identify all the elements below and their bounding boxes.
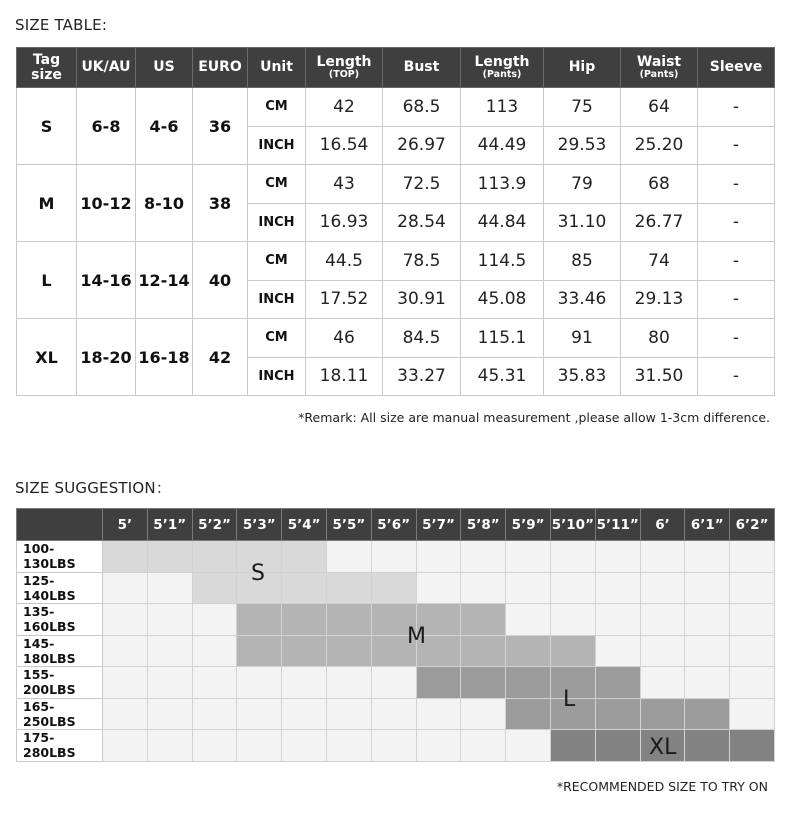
grid-cell xyxy=(326,730,371,762)
grid-cell xyxy=(730,730,775,762)
cell-hip: 31.10 xyxy=(544,203,621,242)
grid-cell xyxy=(371,667,416,699)
header-tag-size: Tag size xyxy=(17,48,77,88)
height-header: 5’7” xyxy=(416,509,461,541)
grid-cell xyxy=(685,635,730,667)
cell-ukau: 10-12 xyxy=(77,165,136,242)
grid-cell xyxy=(237,667,282,699)
cell-waist-pants: 26.77 xyxy=(621,203,698,242)
cell-unit: CM xyxy=(248,165,306,204)
cell-euro: 40 xyxy=(193,242,248,319)
grid-cell xyxy=(550,730,595,762)
grid-cell xyxy=(282,572,327,604)
grid-cell xyxy=(282,604,327,636)
grid-cell xyxy=(416,730,461,762)
height-header: 5’11” xyxy=(595,509,640,541)
zone-label-xl: XL xyxy=(649,735,677,760)
cell-length-pants: 113.9 xyxy=(461,165,544,204)
weight-row xyxy=(17,572,775,604)
cell-hip: 75 xyxy=(544,88,621,127)
grid-cell xyxy=(685,667,730,699)
header-length-pants: Length (Pants) xyxy=(461,48,544,88)
cell-us: 8-10 xyxy=(136,165,193,242)
height-header: 5’6” xyxy=(371,509,416,541)
header-unit: Unit xyxy=(248,48,306,88)
grid-cell xyxy=(506,604,551,636)
zone-label-s: S xyxy=(251,561,265,586)
grid-cell xyxy=(237,698,282,730)
grid-cell xyxy=(147,572,192,604)
height-header: 5’8” xyxy=(461,509,506,541)
cell-waist-pants: 31.50 xyxy=(621,357,698,396)
grid-cell xyxy=(103,667,148,699)
cell-sleeve: - xyxy=(698,280,775,319)
grid-cell xyxy=(192,604,237,636)
cell-waist-pants: 29.13 xyxy=(621,280,698,319)
size-suggestion-grid xyxy=(16,508,775,762)
grid-cell xyxy=(685,604,730,636)
cell-us: 16-18 xyxy=(136,319,193,396)
grid-cell xyxy=(595,698,640,730)
cell-length-pants: 113 xyxy=(461,88,544,127)
header-length-top: Length (TOP) xyxy=(306,48,383,88)
cell-euro: 36 xyxy=(193,88,248,165)
cell-length-pants: 45.31 xyxy=(461,357,544,396)
cell-length-top: 17.52 xyxy=(306,280,383,319)
header-sleeve: Sleeve xyxy=(698,48,775,88)
grid-cell xyxy=(506,572,551,604)
grid-cell xyxy=(730,572,775,604)
grid-cell xyxy=(282,730,327,762)
grid-cell xyxy=(506,541,551,573)
grid-cell xyxy=(595,604,640,636)
cell-hip: 35.83 xyxy=(544,357,621,396)
grid-cell xyxy=(326,541,371,573)
grid-cell xyxy=(461,667,506,699)
cell-tag: M xyxy=(17,165,77,242)
grid-cell xyxy=(640,635,685,667)
cell-length-top: 18.11 xyxy=(306,357,383,396)
header-uk-au: UK/AU xyxy=(77,48,136,88)
grid-cell xyxy=(461,698,506,730)
grid-cell xyxy=(103,635,148,667)
grid-cell xyxy=(685,730,730,762)
grid-cell xyxy=(326,635,371,667)
grid-cell xyxy=(550,572,595,604)
cell-bust: 84.5 xyxy=(383,319,461,358)
weight-label: 175-280LBS xyxy=(17,730,103,762)
cell-sleeve: - xyxy=(698,357,775,396)
cell-us: 4-6 xyxy=(136,88,193,165)
height-header: 6’2” xyxy=(730,509,775,541)
weight-label: 145-180LBS xyxy=(17,635,103,667)
grid-cell xyxy=(461,635,506,667)
cell-euro: 42 xyxy=(193,319,248,396)
grid-cell xyxy=(192,635,237,667)
grid-cell xyxy=(506,698,551,730)
height-header: 5’ xyxy=(103,509,148,541)
height-header: 5’1” xyxy=(147,509,192,541)
cell-length-top: 16.54 xyxy=(306,126,383,165)
grid-cell xyxy=(282,541,327,573)
size-table-title: SIZE TABLE: xyxy=(15,16,108,34)
grid-cell xyxy=(550,541,595,573)
cell-length-top: 42 xyxy=(306,88,383,127)
cell-sleeve: - xyxy=(698,319,775,358)
table-row xyxy=(17,165,775,204)
cell-length-top: 44.5 xyxy=(306,242,383,281)
size-suggestion-title: SIZE SUGGESTION： xyxy=(15,479,172,497)
table-row xyxy=(17,88,775,127)
grid-cell xyxy=(730,604,775,636)
grid-cell xyxy=(640,698,685,730)
cell-bust: 68.5 xyxy=(383,88,461,127)
cell-ukau: 6-8 xyxy=(77,88,136,165)
grid-cell xyxy=(326,698,371,730)
header-us: US xyxy=(136,48,193,88)
cell-length-pants: 114.5 xyxy=(461,242,544,281)
cell-hip: 29.53 xyxy=(544,126,621,165)
grid-cell xyxy=(685,541,730,573)
cell-waist-pants: 68 xyxy=(621,165,698,204)
grid-cell xyxy=(147,604,192,636)
grid-cell xyxy=(371,698,416,730)
grid-cell xyxy=(326,572,371,604)
cell-length-pants: 115.1 xyxy=(461,319,544,358)
weight-row xyxy=(17,698,775,730)
grid-cell xyxy=(237,604,282,636)
size-table-header-row xyxy=(17,48,775,88)
weight-label: 125-140LBS xyxy=(17,572,103,604)
grid-corner xyxy=(17,509,103,541)
height-header: 5’9” xyxy=(506,509,551,541)
grid-cell xyxy=(103,730,148,762)
cell-waist-pants: 25.20 xyxy=(621,126,698,165)
header-waist-pants: Waist (Pants) xyxy=(621,48,698,88)
grid-cell xyxy=(550,635,595,667)
size-table xyxy=(16,47,775,396)
grid-cell xyxy=(371,572,416,604)
grid-cell xyxy=(147,541,192,573)
grid-cell xyxy=(147,635,192,667)
grid-cell xyxy=(326,667,371,699)
grid-cell xyxy=(730,635,775,667)
cell-bust: 72.5 xyxy=(383,165,461,204)
grid-cell xyxy=(730,667,775,699)
grid-cell xyxy=(282,698,327,730)
zone-label-m: M xyxy=(407,624,426,649)
height-header: 5’4” xyxy=(282,509,327,541)
height-header: 6’1” xyxy=(685,509,730,541)
grid-cell xyxy=(640,604,685,636)
grid-cell xyxy=(103,604,148,636)
cell-unit: INCH xyxy=(248,126,306,165)
cell-sleeve: - xyxy=(698,88,775,127)
grid-cell xyxy=(103,698,148,730)
cell-unit: CM xyxy=(248,88,306,127)
grid-cell xyxy=(326,604,371,636)
grid-cell xyxy=(595,667,640,699)
grid-cell xyxy=(506,667,551,699)
weight-label: 135-160LBS xyxy=(17,604,103,636)
height-header: 5’10” xyxy=(550,509,595,541)
weight-row xyxy=(17,667,775,699)
cell-hip: 33.46 xyxy=(544,280,621,319)
grid-cell xyxy=(550,604,595,636)
cell-hip: 85 xyxy=(544,242,621,281)
cell-length-pants: 45.08 xyxy=(461,280,544,319)
recommend-note: *RECOMMENDED SIZE TO TRY ON xyxy=(556,779,768,794)
grid-cell xyxy=(192,667,237,699)
grid-cell xyxy=(730,698,775,730)
grid-cell xyxy=(192,730,237,762)
cell-unit: CM xyxy=(248,319,306,358)
grid-cell xyxy=(282,667,327,699)
cell-hip: 79 xyxy=(544,165,621,204)
grid-cell xyxy=(371,541,416,573)
grid-cell xyxy=(416,667,461,699)
grid-cell xyxy=(595,572,640,604)
grid-cell xyxy=(640,667,685,699)
cell-us: 12-14 xyxy=(136,242,193,319)
grid-cell xyxy=(461,541,506,573)
table-row xyxy=(17,242,775,281)
cell-sleeve: - xyxy=(698,242,775,281)
cell-length-top: 46 xyxy=(306,319,383,358)
cell-tag: L xyxy=(17,242,77,319)
cell-unit: INCH xyxy=(248,203,306,242)
grid-cell xyxy=(103,541,148,573)
grid-cell xyxy=(595,635,640,667)
header-euro: EURO xyxy=(193,48,248,88)
size-remark: *Remark: All size are manual measurement ,please allow 1-3cm difference. xyxy=(298,410,770,425)
height-header-row xyxy=(17,509,775,541)
grid-cell xyxy=(282,635,327,667)
grid-cell xyxy=(237,635,282,667)
cell-length-top: 43 xyxy=(306,165,383,204)
grid-cell xyxy=(147,667,192,699)
cell-euro: 38 xyxy=(193,165,248,242)
grid-cell xyxy=(192,541,237,573)
cell-ukau: 18-20 xyxy=(77,319,136,396)
height-header: 6’ xyxy=(640,509,685,541)
grid-cell xyxy=(685,698,730,730)
cell-waist-pants: 74 xyxy=(621,242,698,281)
cell-bust: 33.27 xyxy=(383,357,461,396)
cell-tag: XL xyxy=(17,319,77,396)
grid-cell xyxy=(461,730,506,762)
cell-tag: S xyxy=(17,88,77,165)
cell-bust: 30.91 xyxy=(383,280,461,319)
cell-length-top: 16.93 xyxy=(306,203,383,242)
grid-cell xyxy=(595,730,640,762)
cell-unit: INCH xyxy=(248,280,306,319)
grid-cell xyxy=(506,635,551,667)
cell-ukau: 14-16 xyxy=(77,242,136,319)
weight-row xyxy=(17,604,775,636)
height-header: 5’3” xyxy=(237,509,282,541)
grid-cell xyxy=(595,541,640,573)
grid-cell xyxy=(147,730,192,762)
zone-label-l: L xyxy=(563,687,576,712)
grid-cell xyxy=(192,698,237,730)
weight-label: 100-130LBS xyxy=(17,541,103,573)
grid-cell xyxy=(640,572,685,604)
grid-cell xyxy=(506,730,551,762)
grid-cell xyxy=(640,541,685,573)
grid-cell xyxy=(103,572,148,604)
grid-cell xyxy=(416,541,461,573)
cell-length-pants: 44.49 xyxy=(461,126,544,165)
grid-cell xyxy=(192,572,237,604)
cell-bust: 26.97 xyxy=(383,126,461,165)
cell-unit: CM xyxy=(248,242,306,281)
cell-hip: 91 xyxy=(544,319,621,358)
grid-cell xyxy=(461,604,506,636)
grid-cell xyxy=(237,730,282,762)
header-bust: Bust xyxy=(383,48,461,88)
weight-row xyxy=(17,635,775,667)
grid-cell xyxy=(416,698,461,730)
grid-cell xyxy=(416,572,461,604)
cell-bust: 28.54 xyxy=(383,203,461,242)
cell-sleeve: - xyxy=(698,126,775,165)
grid-cell xyxy=(461,572,506,604)
grid-cell xyxy=(730,541,775,573)
cell-sleeve: - xyxy=(698,203,775,242)
table-row xyxy=(17,319,775,358)
grid-cell xyxy=(147,698,192,730)
height-header: 5’5” xyxy=(326,509,371,541)
cell-bust: 78.5 xyxy=(383,242,461,281)
cell-length-pants: 44.84 xyxy=(461,203,544,242)
cell-waist-pants: 64 xyxy=(621,88,698,127)
grid-cell xyxy=(685,572,730,604)
weight-label: 165-250LBS xyxy=(17,698,103,730)
height-header: 5’2” xyxy=(192,509,237,541)
weight-row xyxy=(17,541,775,573)
header-hip: Hip xyxy=(544,48,621,88)
weight-label: 155-200LBS xyxy=(17,667,103,699)
cell-unit: INCH xyxy=(248,357,306,396)
cell-sleeve: - xyxy=(698,165,775,204)
cell-waist-pants: 80 xyxy=(621,319,698,358)
grid-cell xyxy=(371,730,416,762)
